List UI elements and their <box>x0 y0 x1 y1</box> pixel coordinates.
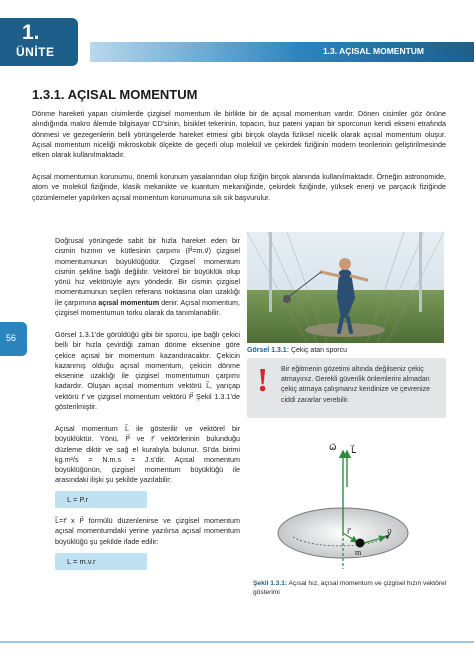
hammer-thrower-illustration <box>247 232 444 343</box>
example-paragraph: Görsel 1.3.1’de görüldüğü gibi bir sporcu, ipe bağlı çekici belli bir hızla çevirdiği zaman dönme eksenine göre çekice açısal bir momentum kazandıracaktır. Çekicin kazanmış olduğu açısal momentum, çekicin dönme eksenine uzaklığı ile çizgisel momentumun çarpımı kadardır. Oluşan açısal momentum vektörü L⃗, yarıçap vektörü r⃗ ve çizgisel momentum vektörü P⃗ Şekil 1.3.1’de gösterilmiştir. <box>55 330 240 412</box>
page-number-tab <box>0 322 27 356</box>
l-label: L⃗ <box>351 445 357 455</box>
mass-point <box>356 539 365 548</box>
intro-paragraph-1: Dönme hareketi yapan cisimlerde çizgisel momentum ile birlikte bir de açısal momentum vardır. Dönen cisimler göz önüne alındığında makro âlemde bilgisayar CD’sinin, bisiklet tekerinin, topacın, buz pateni yapan bir sporcunun kendi ekseni etrafında dönmesi ve gezegenlerin belli yörüngelerde hareket etmesi gibi birçok olayda fiziksel nicelik olarak açısal momentum oluşur. Açısal momentum niceliği mikroskobik ölçekte de geçerli olup molekül ve çekirdek fiziğinin modern teorilerinin geliştirilmesinde etken olarak kullanılmaktadır. <box>32 109 446 160</box>
r-label: r⃗ <box>347 527 351 536</box>
page-number: 56 <box>6 333 17 343</box>
safety-warning-box <box>247 358 446 418</box>
figure-caption-text: Açısal hız, açısal momentum ve çizgisel hızın vektörel gösterimi <box>253 580 447 596</box>
safety-warning-text: Bir eğitmenin gözetimi altında değilseniz çekiç atmayınız. Gerekli güvenlik önlemlerini almadan çekiç atmaya çalışmanız kendinize ve çevrenize ciddi zararlar verebilir. <box>281 366 431 404</box>
figure-caption-label: Şekil 1.3.1: <box>253 580 288 587</box>
figure-caption <box>253 579 453 597</box>
exclamation-icon: ! <box>257 362 269 399</box>
formula-box-1: L = P.r <box>55 491 147 508</box>
definition-text-a: Doğrusal yörüngede sabit bir hızla hareket eden bir cismin hızının ve kütlesinin çarpımı (P⃗=m.v⃗) çizgisel momentumunun büyüklüğüdür. Çizgisel momentum cismin şekline bağlı değildir. Vektörel bir büyüklük olup yönü hız vektörüyle aynı yöndedir. Bir cismin çizgisel momentumunun seçilen referans noktasına olan uzaklığı ile çarpımına <box>55 236 240 307</box>
omega-label: ω⃗ <box>329 442 337 452</box>
formula-box-2: L = m.v.r <box>55 553 147 570</box>
unit-number: 1. <box>22 21 40 44</box>
header-bar <box>90 42 474 62</box>
bottom-rule <box>0 641 474 643</box>
photo-caption-text: Çekiç atan sporcu <box>289 347 348 354</box>
definition-bold-term: açısal momentum <box>98 297 160 307</box>
m-label: m <box>355 548 362 557</box>
unit-tab <box>0 18 78 66</box>
intro-paragraph-2: Açısal momentumun korunumu, önemli korunum yasalarından olup fiziğin birçok alanında kullanılmaktadır. Örneğin astronomide, atom ve molekül fiziğinde, klasik mekanikte ve kuantum mekaniğinde, çekirdek fiziğinde, yüksek enerji ve parçacık fiziğinde çözümlemeler yapılırken açısal momentum korunumuna sık sık başvurulur. <box>32 172 446 202</box>
header-title: 1.3. AÇISAL MOMENTUM <box>322 46 424 56</box>
cross-product-paragraph: L⃗=r⃗ x P⃗ formülü düzenlenirse ve çizgisel momentum açısal momentumdaki yerine yazılırsa açısal momentum büyüklüğü şu şekilde ifade edilir: <box>55 516 240 546</box>
v-label: v⃗ <box>387 528 392 537</box>
vector-diagram-svg <box>263 437 438 575</box>
magnitude-paragraph: Açısal momentum L⃗ ile gösterilir ve vektörel bir büyüklüktür. Yönü, P⃗ ve r⃗ vektörlerinin bulunduğu düzleme diktir ve sağ el kuralıyla bulunur. SI’da birimi kg.m²/s = N.m.s = J.s’dir. Açısal momentum büyüklüğünün, çizgisel momentum büyüklüğü ile arasındaki ilişki şu şekilde yazılabilir: <box>55 424 240 485</box>
angular-momentum-diagram <box>263 437 438 575</box>
hammer-thrower-photo <box>247 232 444 343</box>
photo-caption-label: Görsel 1.3.1: <box>247 347 290 354</box>
photo-caption <box>247 347 347 354</box>
definition-text-b: denir. Açısal momentum, çizgisel momentumun torku olarak da tanımlanabilir. <box>55 297 240 318</box>
definition-paragraph <box>55 236 240 318</box>
unit-label: ÜNİTE <box>16 45 55 59</box>
section-title: 1.3.1. AÇISAL MOMENTUM <box>32 87 198 102</box>
